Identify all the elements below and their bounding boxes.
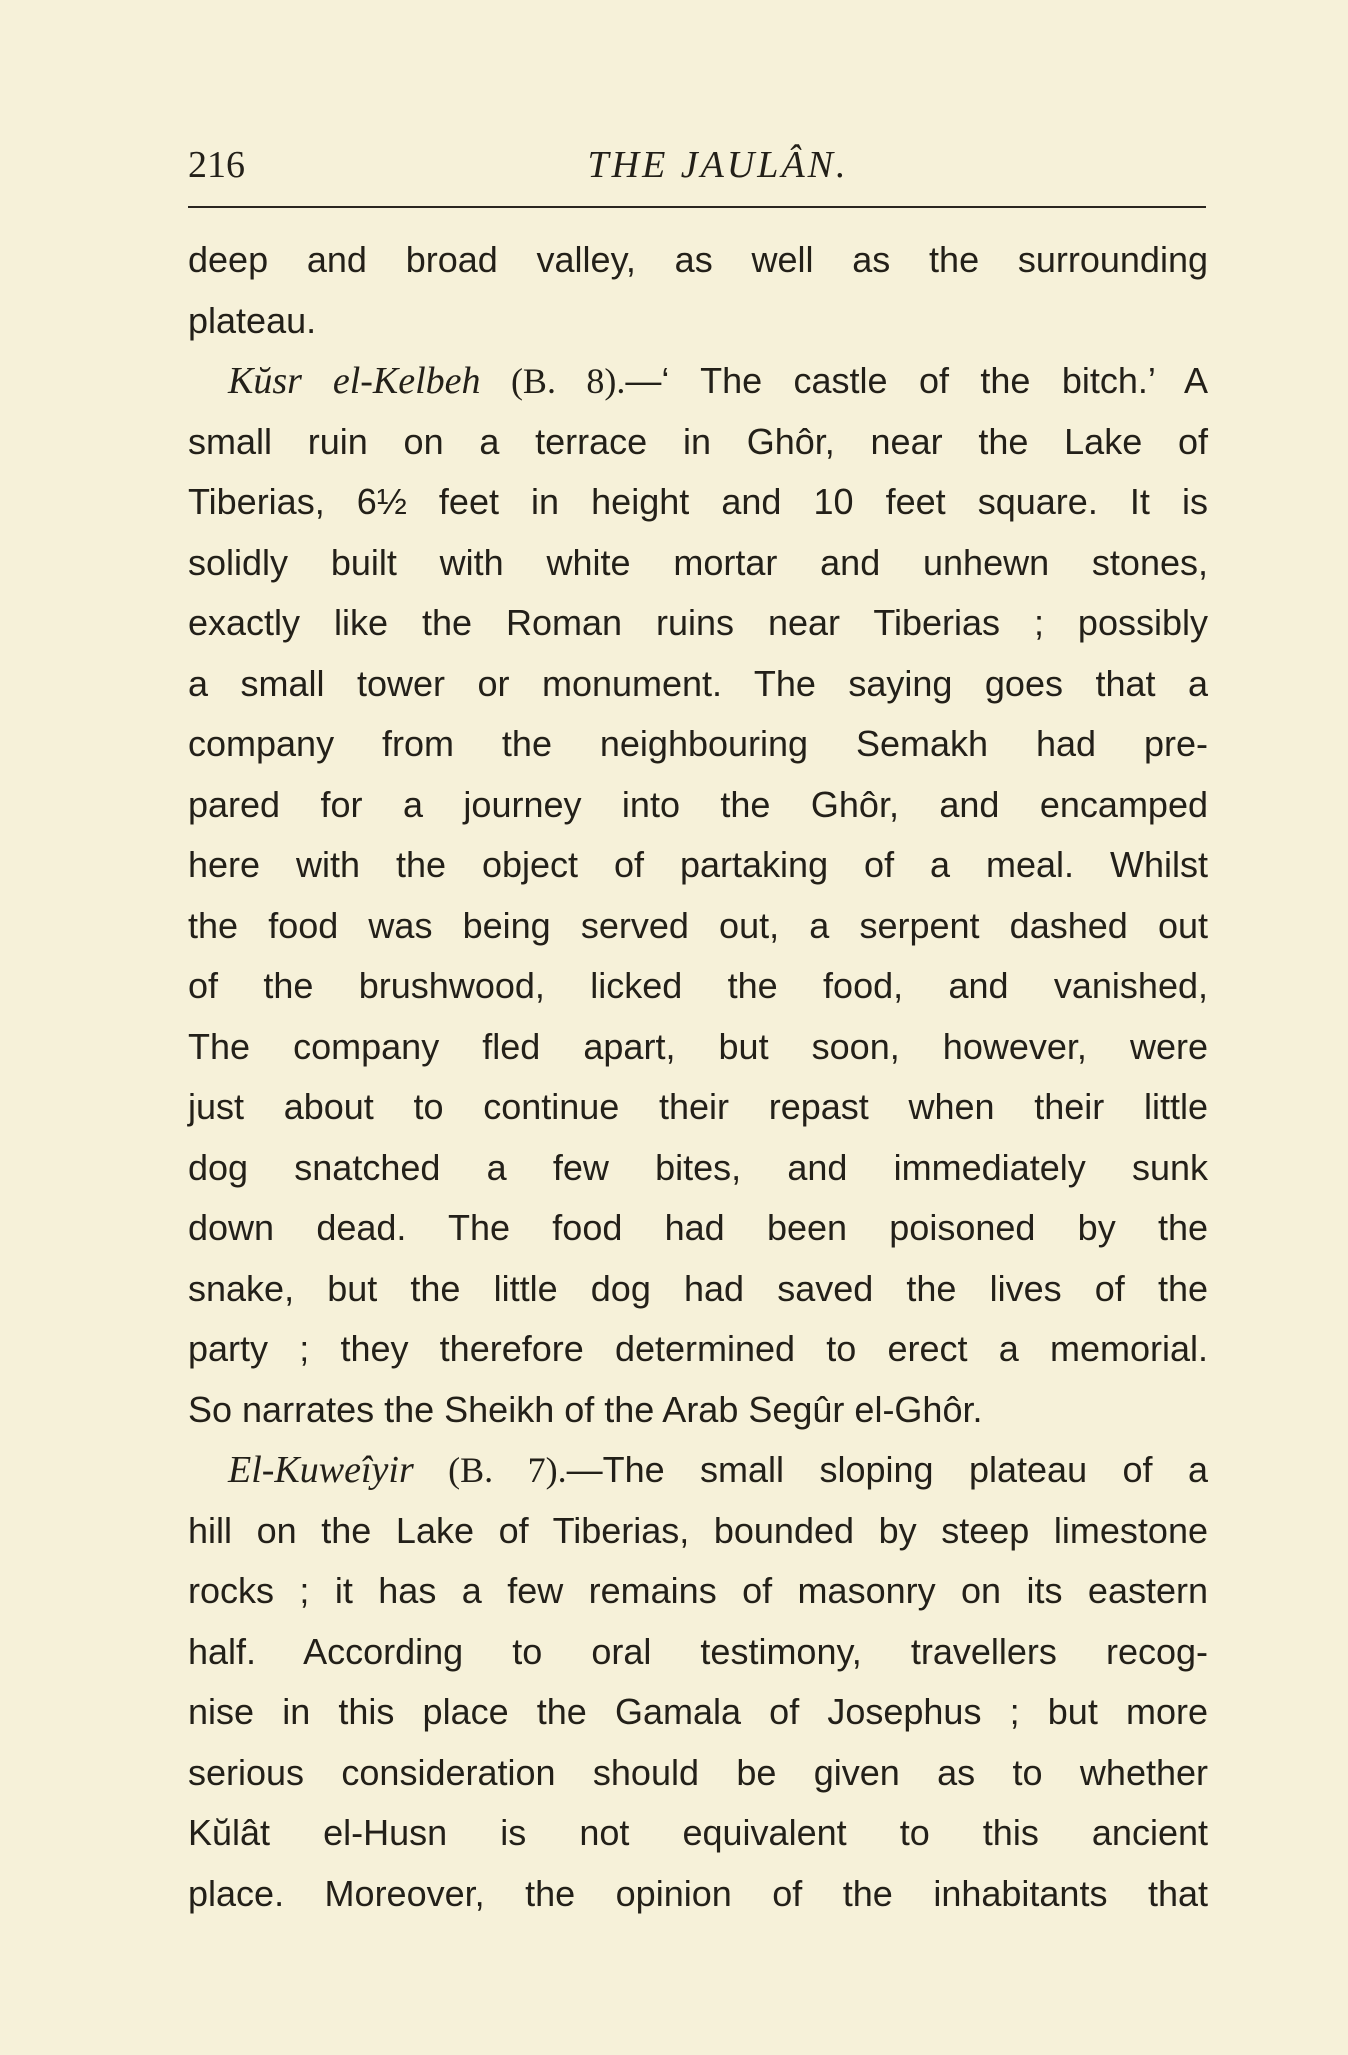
- text-line: Tiberias, 6½ feet in height and 10 feet square. It is: [188, 481, 1208, 522]
- page-number: 216: [188, 144, 245, 186]
- text-line: party ; they therefore determined to erect a memorial.: [188, 1328, 1208, 1369]
- text-line: small ruin on a terrace in Ghôr, near the Lake of: [188, 420, 1208, 462]
- text-line: here with the object of partaking of a meal. Whilst: [188, 844, 1208, 885]
- text-line: So narrates the Sheikh of the Arab Segûr el-Ghôr.: [188, 1388, 983, 1430]
- text-line: [188, 351, 1208, 412]
- page-header: [188, 140, 1208, 190]
- text-line-content: —‘ The castle of the bitch.’ A: [625, 360, 1208, 401]
- text-line: rocks ; it has a few remains of masonry on its eastern: [188, 1570, 1208, 1611]
- text-line: dog snatched a few bites, and immediately sunk: [188, 1146, 1208, 1188]
- text-line: a small tower or monument. The saying goes that a: [188, 662, 1208, 704]
- header-rule: [188, 206, 1206, 208]
- text-line: pared for a journey into the Ghôr, and encamped: [188, 783, 1208, 825]
- text-line: deep and broad valley, as well as the surrounding: [188, 239, 1208, 280]
- text-line: solidly built with white mortar and unhewn stones,: [188, 541, 1208, 583]
- map-reference: (B. 8).: [480, 361, 626, 401]
- text-line: snake, but the little dog had saved the lives of the: [188, 1267, 1208, 1309]
- text-line: half. According to oral testimony, travellers recog-: [188, 1630, 1208, 1672]
- text-line: the food was being served out, a serpent dashed out: [188, 904, 1208, 946]
- text-line: just about to continue their repast when their little: [188, 1086, 1208, 1127]
- text-line: The company fled apart, but soon, however, were: [188, 1025, 1208, 1067]
- text-line: down dead. The food had been poisoned by the: [188, 1207, 1208, 1248]
- text-line-content: —The small sloping plateau of a: [566, 1449, 1208, 1490]
- place-name: El-Kuweîyir: [228, 1449, 414, 1491]
- paragraph-continuation: [188, 230, 1208, 351]
- text-line: plateau.: [188, 299, 317, 341]
- text-line: nise in this place the Gamala of Josephus ; but more: [188, 1691, 1208, 1732]
- text-line: exactly like the Roman ruins near Tiberias ; possibly: [188, 602, 1208, 643]
- text-line: place. Moreover, the opinion of the inhabitants that: [188, 1872, 1208, 1914]
- text-line: company from the neighbouring Semakh had pre-: [188, 723, 1208, 764]
- running-title: THE JAULÂN.: [587, 144, 849, 186]
- text-line: serious consideration should be given as to whether: [188, 1751, 1208, 1793]
- paragraph-el-kuweiyir: [188, 1440, 1208, 1924]
- paragraph-kusr-el-kelbeh: [188, 351, 1208, 1440]
- text-line: [188, 1440, 1208, 1501]
- map-reference: (B. 7).: [413, 1450, 567, 1490]
- body-text: [188, 230, 1208, 1924]
- text-line: of the brushwood, licked the food, and vanished,: [188, 965, 1208, 1006]
- place-name: Kŭsr el-Kelbeh: [228, 360, 481, 402]
- text-line: hill on the Lake of Tiberias, bounded by steep limestone: [188, 1509, 1208, 1551]
- text-line: Kŭlât el-Husn is not equivalent to this ancient: [188, 1812, 1208, 1853]
